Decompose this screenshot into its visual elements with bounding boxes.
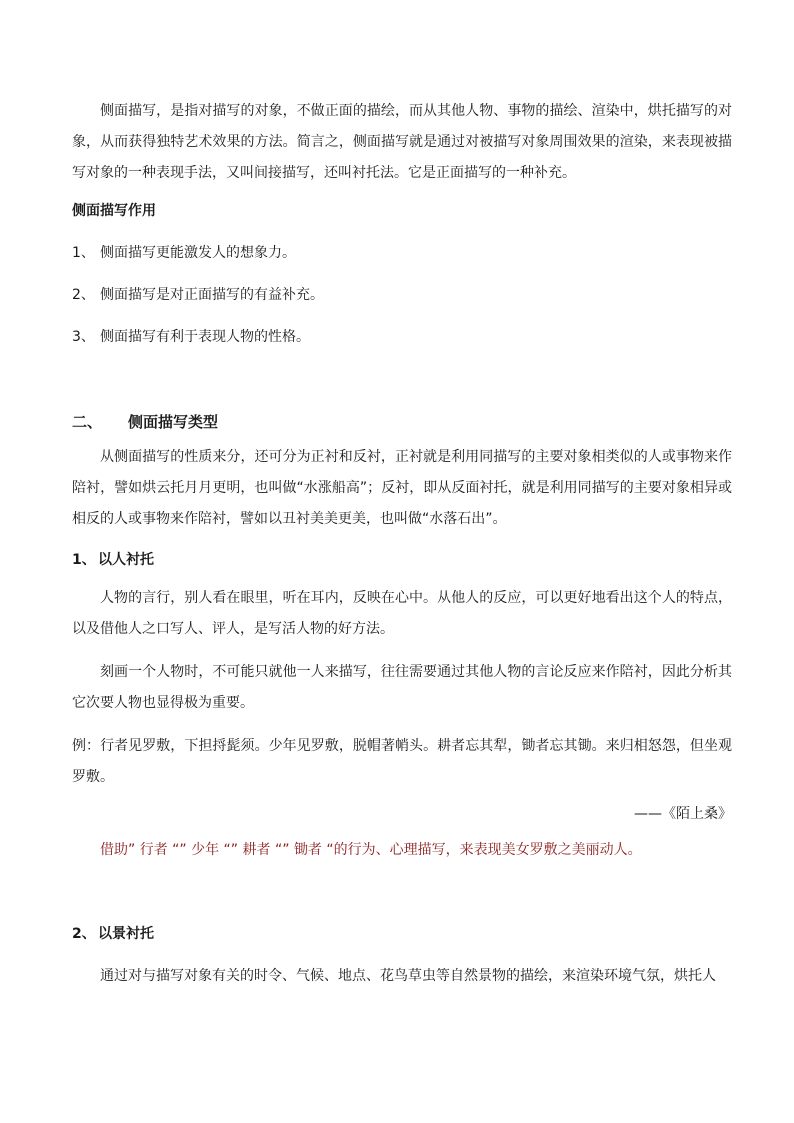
effects-item bbox=[72, 242, 732, 264]
subsection-paragraph: 通过对与描写对象有关的时令、气候、地点、花鸟草虫等自然景物的描绘，来渲染环境气氛，烘托人 bbox=[100, 968, 716, 984]
list-text: 侧面描写更能激发人的想象力。 bbox=[100, 245, 296, 261]
subsection-title: 以人衬托 bbox=[98, 552, 154, 568]
effects-item bbox=[72, 284, 732, 306]
subsection-number: 2、 bbox=[72, 926, 96, 942]
section-number: 二、 bbox=[72, 413, 103, 431]
list-number: 3、 bbox=[72, 329, 95, 345]
subsection-title: 以景衬托 bbox=[98, 926, 154, 942]
effects-heading: 侧面描写作用 bbox=[72, 203, 156, 219]
intro-paragraph: 侧面描写，是指对描写的对象，不做正面的描绘，而从其他人物、事物的描绘、渲染中，烘托描写的对象，从而获得独特艺术效果的方法。简言之，侧面描写就是通过对被描写对象周围效果的渲染，来表现被描写对象的一种表现手法，又叫间接描写，还叫衬托法。它是正面描写的一种补充。 bbox=[72, 103, 732, 181]
document-page bbox=[72, 96, 732, 992]
subsection-paragraph: 刻画一个人物时，不可能只就他一人来描写，往往需要通过其他人物的言论反应来作陪衬，因此分析其它次要人物也显得极为重要。 bbox=[72, 664, 732, 711]
analysis-note: 借助” 行者 “” 少年 “” 耕者 “” 锄者 “的行为、心理描写，来表现美女罗敷之美丽动人。 bbox=[100, 842, 642, 858]
subsection-heading bbox=[72, 923, 732, 945]
subsection-paragraph: 人物的言行，别人看在眼里，听在耳内，反映在心中。从他人的反应，可以更好地看出这个人的特点，以及借他人之口写人、评人，是写活人物的好方法。 bbox=[72, 590, 732, 637]
subsection-number: 1、 bbox=[72, 552, 96, 568]
section-paragraph: 从侧面描写的性质来分，还可分为正衬和反衬，正衬就是利用同描写的主要对象相类似的人或事物来作陪衬，譬如烘云托月月更明，也叫做“水涨船高”；反衬，即从反面衬托，就是利用同描写的主要对象相异或相反的人或事物来作陪衬，譬如以丑衬美美更美，也叫做“水落石出”。 bbox=[72, 449, 732, 527]
section-title: 侧面描写类型 bbox=[128, 413, 219, 431]
example-paragraph: 例：行者见罗敷，下担捋髭须。少年见罗敷，脱帽著帩头。耕者忘其犁，锄者忘其锄。来归相怒怨，但坐观罗敷。 bbox=[72, 738, 732, 785]
list-text: 侧面描写有利于表现人物的性格。 bbox=[100, 329, 310, 345]
list-number: 2、 bbox=[72, 287, 95, 303]
list-text: 侧面描写是对正面描写的有益补充。 bbox=[100, 287, 324, 303]
list-number: 1、 bbox=[72, 245, 95, 261]
effects-item bbox=[72, 326, 732, 348]
section-heading bbox=[72, 410, 732, 434]
subsection-heading bbox=[72, 549, 732, 571]
source-citation: ——《陌上桑》 bbox=[634, 806, 732, 822]
